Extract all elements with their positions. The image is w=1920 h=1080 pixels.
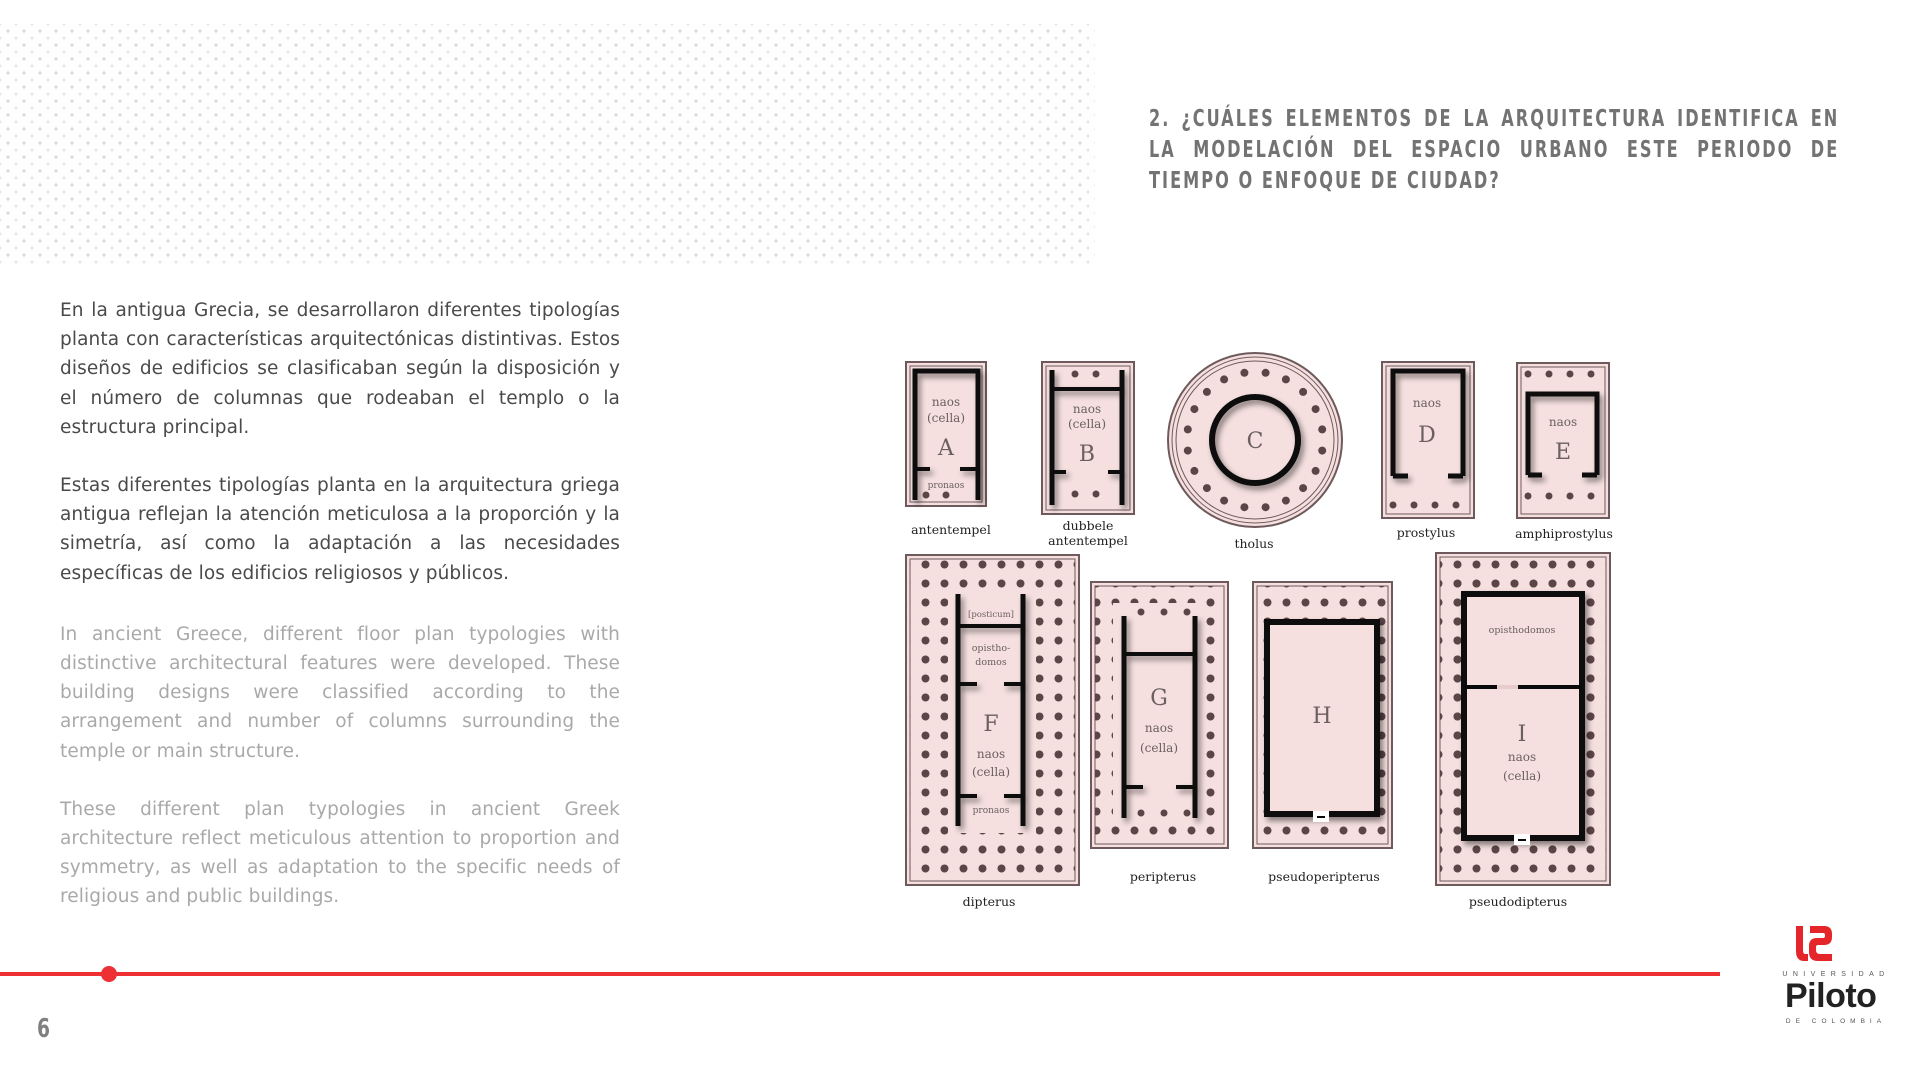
svg-text:dipterus: dipterus <box>962 894 1016 909</box>
footer-divider-line <box>0 972 1720 976</box>
svg-text:H: H <box>1312 704 1332 729</box>
paragraph-es-2: Estas diferentes tipologías planta en la arquitectura griega antigua reflejan la atención meticulosa a la proporción y la simetría, así como la adaptación a las necesidades específicas de los edificios religiosos y públicos. <box>60 475 620 584</box>
svg-text:tholus: tholus <box>1234 536 1274 551</box>
svg-text:pronaos: pronaos <box>927 481 965 491</box>
svg-text:antentempel: antentempel <box>1048 533 1128 548</box>
paragraph-en-1: In ancient Greece, different floor plan typologies with distinctive architectural features were developed. These building designs were classified according to the arrangement and number of columns surrounding the temple or main structure. <box>60 623 620 762</box>
svg-text:amphiprostylus: amphiprostylus <box>1515 526 1613 541</box>
logo-de-colombia-text: DE COLOMBIA <box>1785 1018 1887 1025</box>
plan-g-peripterus <box>1091 582 1228 884</box>
svg-text:peripterus: peripterus <box>1129 869 1197 884</box>
plan-a-antentempel <box>906 362 991 537</box>
svg-text:naos: naos <box>1072 402 1102 416</box>
svg-text:[posticum]: [posticum] <box>968 610 1014 620</box>
svg-text:(cella): (cella) <box>1067 417 1107 431</box>
body-text-column <box>60 296 620 941</box>
svg-text:C: C <box>1246 429 1264 454</box>
svg-text:(cella): (cella) <box>1139 741 1179 755</box>
page-number: 6 <box>37 1014 51 1044</box>
paragraph-es-1: En la antigua Grecia, se desarrollaron diferentes tipologías planta con características arquitectónicas distintivas. Estos diseños de edificios se clasificaban según la disposición y el número de columnas que rodeaban el templo o la estructura principal. <box>60 300 620 438</box>
svg-text:naos: naos <box>1548 415 1578 429</box>
svg-text:(cella): (cella) <box>1502 769 1542 783</box>
greek-temple-plans-diagram <box>880 340 1640 920</box>
logo-universidad-text: UNIVERSIDAD <box>1782 971 1890 978</box>
svg-text:D: D <box>1418 423 1436 448</box>
plan-b-dubbele-antentempel <box>1042 362 1134 548</box>
svg-text:naos: naos <box>931 395 961 409</box>
svg-text:opistho-: opistho- <box>971 643 1011 654</box>
svg-text:opisthodomos: opisthodomos <box>1488 625 1556 636</box>
plan-f-dipterus <box>906 555 1079 909</box>
footer-divider-dot <box>101 966 117 982</box>
svg-text:prostylus: prostylus <box>1396 525 1456 540</box>
svg-text:G: G <box>1150 686 1168 711</box>
universidad-piloto-logo <box>1780 920 1900 1040</box>
svg-text:F: F <box>983 712 999 737</box>
svg-text:antentempel: antentempel <box>911 522 991 537</box>
plan-h-pseudoperipterus <box>1253 582 1392 884</box>
plan-e-amphiprostylus <box>1515 363 1613 541</box>
plan-d-prostylus <box>1382 362 1474 540</box>
logo-piloto-text: Piloto <box>1785 977 1877 1015</box>
svg-text:E: E <box>1554 440 1572 465</box>
svg-text:I: I <box>1517 722 1527 747</box>
paragraph-en-2: These different plan typologies in ancient Greek architecture reflect meticulous attention to proportion and symmetry, as well as adaptation to the specific needs of religious and public buildings. <box>60 798 620 908</box>
svg-text:naos: naos <box>1412 396 1442 410</box>
svg-text:dubbele: dubbele <box>1062 518 1114 533</box>
up-logo-mark-icon <box>1794 925 1834 963</box>
svg-text:A: A <box>938 436 954 461</box>
svg-text:B: B <box>1078 442 1096 467</box>
svg-text:naos: naos <box>1144 721 1174 735</box>
svg-text:pseudodipterus: pseudodipterus <box>1468 894 1568 909</box>
plan-i-pseudodipterus <box>1436 553 1610 909</box>
svg-text:(cella): (cella) <box>971 765 1011 779</box>
svg-text:(cella): (cella) <box>926 411 966 425</box>
svg-text:naos: naos <box>1507 750 1537 764</box>
section-heading: 2. ¿CUÁLES ELEMENTOS DE LA ARQUITECTURA IDENTIFICA EN LA MODELACIÓN DEL ESPACIO URBANO ESTE PERIODO DE TIEMPO O ENFOQUE DE CIUDAD? <box>1149 106 1840 194</box>
svg-text:pronaos: pronaos <box>972 806 1010 816</box>
svg-text:naos: naos <box>976 747 1006 761</box>
svg-text:pseudoperipterus: pseudoperipterus <box>1268 869 1380 884</box>
svg-text:domos: domos <box>975 657 1007 668</box>
dotted-pattern-background <box>0 24 1095 264</box>
plan-c-tholus <box>1168 353 1342 551</box>
